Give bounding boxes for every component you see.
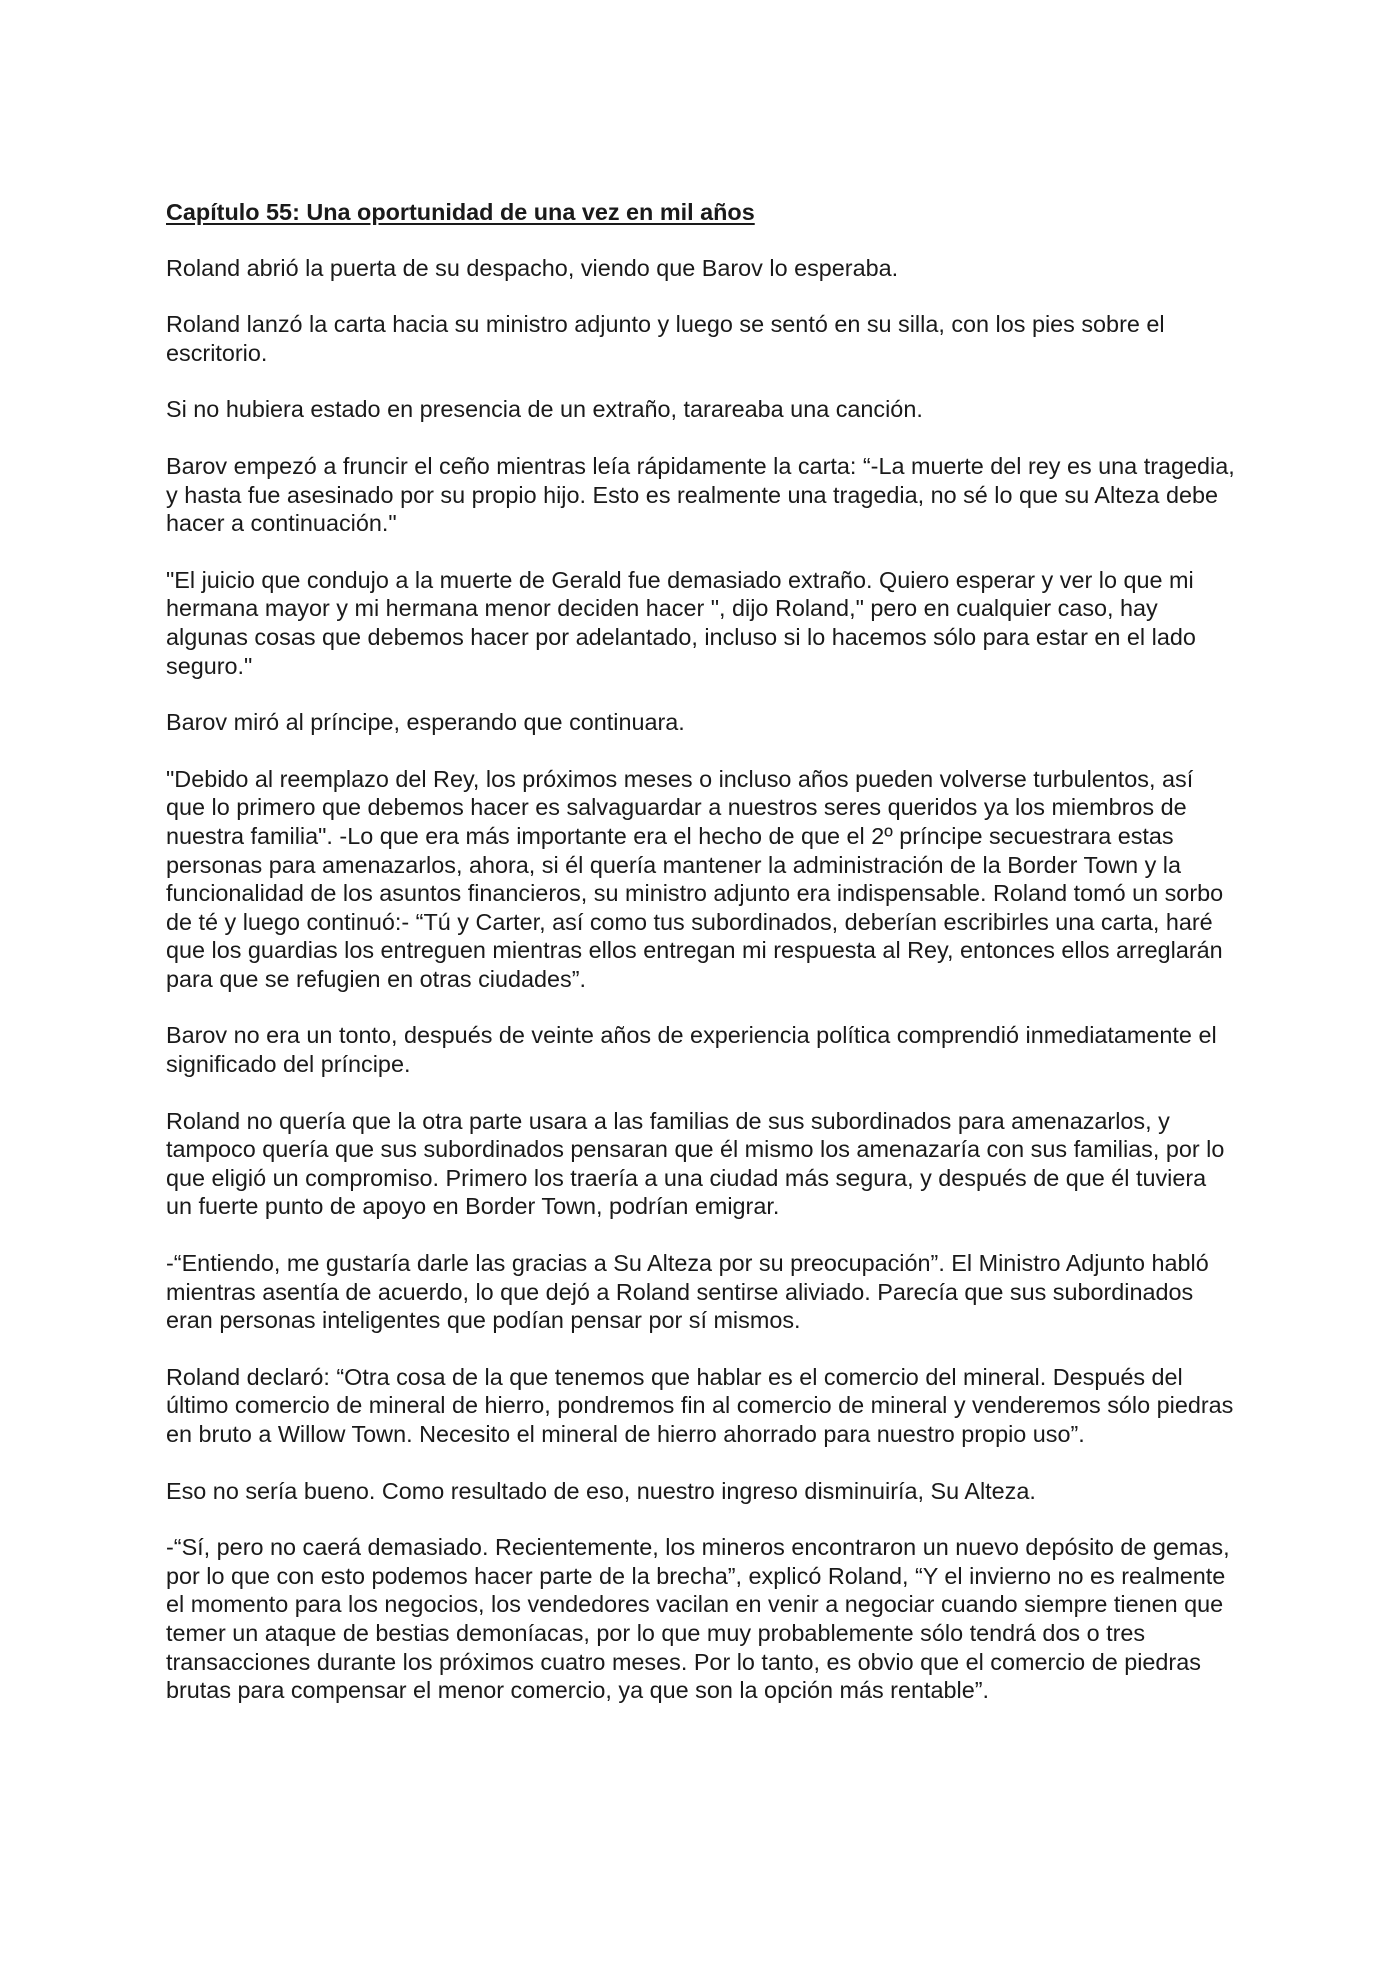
paragraph: Barov empezó a fruncir el ceño mientras leía rápidamente la carta: “-La muerte del rey es una tragedia, y hasta fue asesinado por su propio hijo. Esto es realmente una tragedia, no sé lo que su Alteza debe hacer a continuación.": [166, 452, 1235, 537]
document-body: [166, 198, 1236, 1733]
paragraph: Roland no quería que la otra parte usara a las familias de sus subordinados para amenazarlos, y tampoco quería que sus subordinados pensaran que él mismo los amenazaría con sus familias, por lo que eligió un compromiso. Primero los traería a una ciudad más segura, y después de que él tuviera un fuerte punto de apoyo en Border Town, podrían emigrar.: [166, 1107, 1225, 1220]
paragraph: -“Sí, pero no caerá demasiado. Recientemente, los mineros encontraron un nuevo depósito de gemas, por lo que con esto podemos hacer parte de la brecha”, explicó Roland, “Y el invierno no es realmente el momento para los negocios, los vendedores vacilan en venir a negociar cuando siempre tienen que temer un ataque de bestias demoníacas, por lo que muy probablemente sólo tendrá dos o tres transacciones durante los próximos cuatro meses. Por lo tanto, es obvio que el comercio de piedras brutas para compensar el menor comercio, ya que son la opción más rentable”.: [166, 1534, 1230, 1704]
chapter-title: Capítulo 55: Una oportunidad de una vez en mil años: [166, 199, 755, 225]
paragraph: Barov no era un tonto, después de veinte años de experiencia política comprendió inmediatamente el significado del príncipe.: [166, 1022, 1217, 1078]
paragraph: Roland declaró: “Otra cosa de la que tenemos que hablar es el comercio del mineral. Después del último comercio de mineral de hierro, pondremos fin al comercio de mineral y venderemos sólo piedras en bruto a Willow Town. Necesito el mineral de hierro ahorrado para nuestro propio uso”.: [166, 1363, 1234, 1447]
paragraph: "Debido al reemplazo del Rey, los próximos meses o incluso años pueden volverse turbulentos, así que lo primero que debemos hacer es salvaguardar a nuestros seres queridos ya los miembros de nuestra familia". -Lo que era más importante era el hecho de que el 2º príncipe secuestrara estas personas para amenazarlos, ahora, si él quería mantener la administración de la Border Town y la funcionalidad de los asuntos financieros, su ministro adjunto era indispensable. Roland tomó un sorbo de té y luego continuó:- “Tú y Carter, así como tus subordinados, deberían escribirles una carta, haré que los guardias los entreguen mientras ellos entregan mi respuesta al Rey, entonces ellos arreglarán para que se refugien en otras ciudades”.: [166, 765, 1224, 992]
paragraph: Roland abrió la puerta de su despacho, viendo que Barov lo esperaba.: [166, 254, 899, 281]
paragraph: Si no hubiera estado en presencia de un extraño, tarareaba una canción.: [166, 396, 923, 423]
paragraph: -“Entiendo, me gustaría darle las gracias a Su Alteza por su preocupación”. El Ministro Adjunto habló mientras asentía de acuerdo, lo que dejó a Roland sentirse aliviado. Parecía que sus subordinados eran personas inteligentes que podían pensar por sí mismos.: [166, 1250, 1209, 1334]
paragraph: "El juicio que condujo a la muerte de Gerald fue demasiado extraño. Quiero esperar y ver lo que mi hermana mayor y mi hermana menor deciden hacer ", dijo Roland," pero en cualquier caso, hay algunas cosas que debemos hacer por adelantado, incluso si lo hacemos sólo para estar en el lado seguro.": [166, 566, 1196, 679]
paragraph: Barov miró al príncipe, esperando que continuara.: [166, 709, 685, 736]
paragraph: Roland lanzó la carta hacia su ministro adjunto y luego se sentó en su silla, con los pies sobre el escritorio.: [166, 311, 1165, 366]
paragraph: Eso no sería bueno. Como resultado de eso, nuestro ingreso disminuiría, Su Alteza.: [166, 1477, 1036, 1504]
